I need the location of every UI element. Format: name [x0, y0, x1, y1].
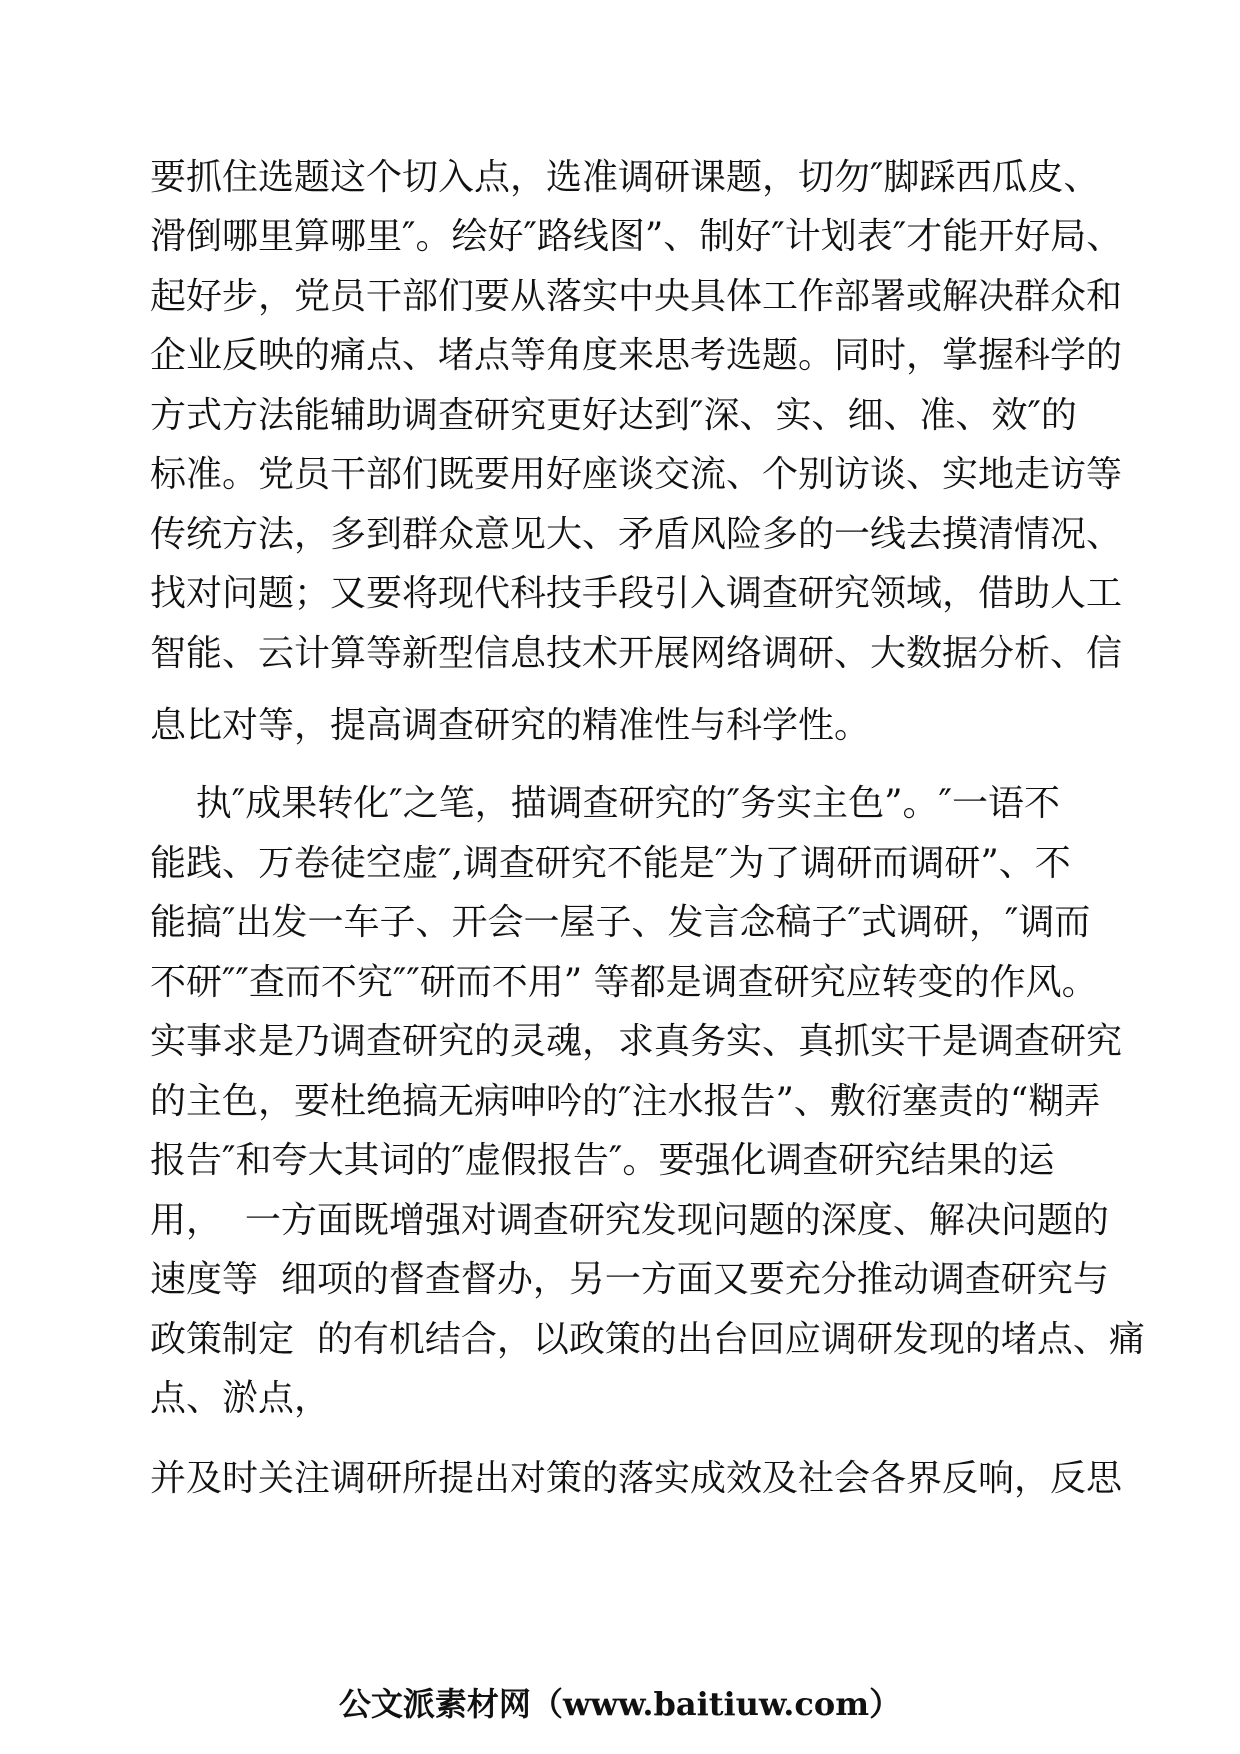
body-line: 速度等 细项的督查督办，另一方面又要充分推动调查研究与	[150, 1259, 1109, 1300]
body-line: 要抓住选题这个切入点，选准调研课题，切勿″脚踩西瓜皮、	[150, 157, 1100, 198]
body-line: 标准。党员干部们既要用好座谈交流、个别访谈、实地走访等	[150, 454, 1123, 495]
body-line: 传统方法，多到群众意见大、矛盾风险多的一线去摸清情况、	[150, 514, 1123, 555]
body-line: 方式方法能辅助调查研究更好达到″深、实、细、准、效″的	[150, 395, 1077, 436]
body-line: 不研″″查而不究″″研而不用” 等都是调查研究应转变的作风。	[150, 962, 1098, 1003]
body-line: 起好步，党员干部们要从落实中央具体工作部署或解决群众和	[150, 276, 1123, 317]
body-line: 报告″和夸大其词的″虚假报告″。要强化调查研究结果的运	[150, 1140, 1055, 1181]
paragraph-start-line: 执″成果转化″之笔，描调查研究的″务实主色”。″一语不	[150, 783, 1060, 824]
body-line: 息比对等，提高调查研究的精准性与科学性。	[150, 705, 871, 746]
body-line: 点、淤点，	[150, 1378, 331, 1419]
body-line: 政策制定 的有机结合，以政策的出台回应调研发现的堵点、痛	[150, 1319, 1145, 1360]
body-line: 实事求是乃调查研究的灵魂，求真务实、真抓实干是调查研究	[150, 1021, 1123, 1062]
body-line: 找对问题；又要将现代科技手段引入调查研究领域，借助人工	[150, 573, 1123, 614]
body-line: 的主色，要杜绝搞无病呻吟的″注水报告”、敷衍塞责的“糊弄	[150, 1081, 1101, 1122]
body-line: 智能、云计算等新型信息技术开展网络调研、大数据分析、信	[150, 633, 1123, 674]
body-line: 用， 一方面既增强对调查研究发现问题的深度、解决问题的	[150, 1200, 1109, 1241]
footer-watermark: 公文派素材网（www.baitiuw.com）	[338, 1685, 902, 1723]
body-line: 企业反映的痛点、堵点等角度来思考选题。同时，掌握科学的	[150, 335, 1123, 376]
body-line: 并及时关注调研所提出对策的落实成效及社会各界反响，反思	[150, 1458, 1123, 1499]
body-line: 能搞″出发一车子、开会一屋子、发言念稿子″式调研，″调而	[150, 902, 1091, 943]
body-line: 能践、万卷徒空虚″,调查研究不能是″为了调研而调研”、不	[150, 843, 1071, 884]
body-line: 滑倒哪里算哪里″。绘好″路线图”、制好″计划表″才能开好局、	[150, 216, 1123, 257]
